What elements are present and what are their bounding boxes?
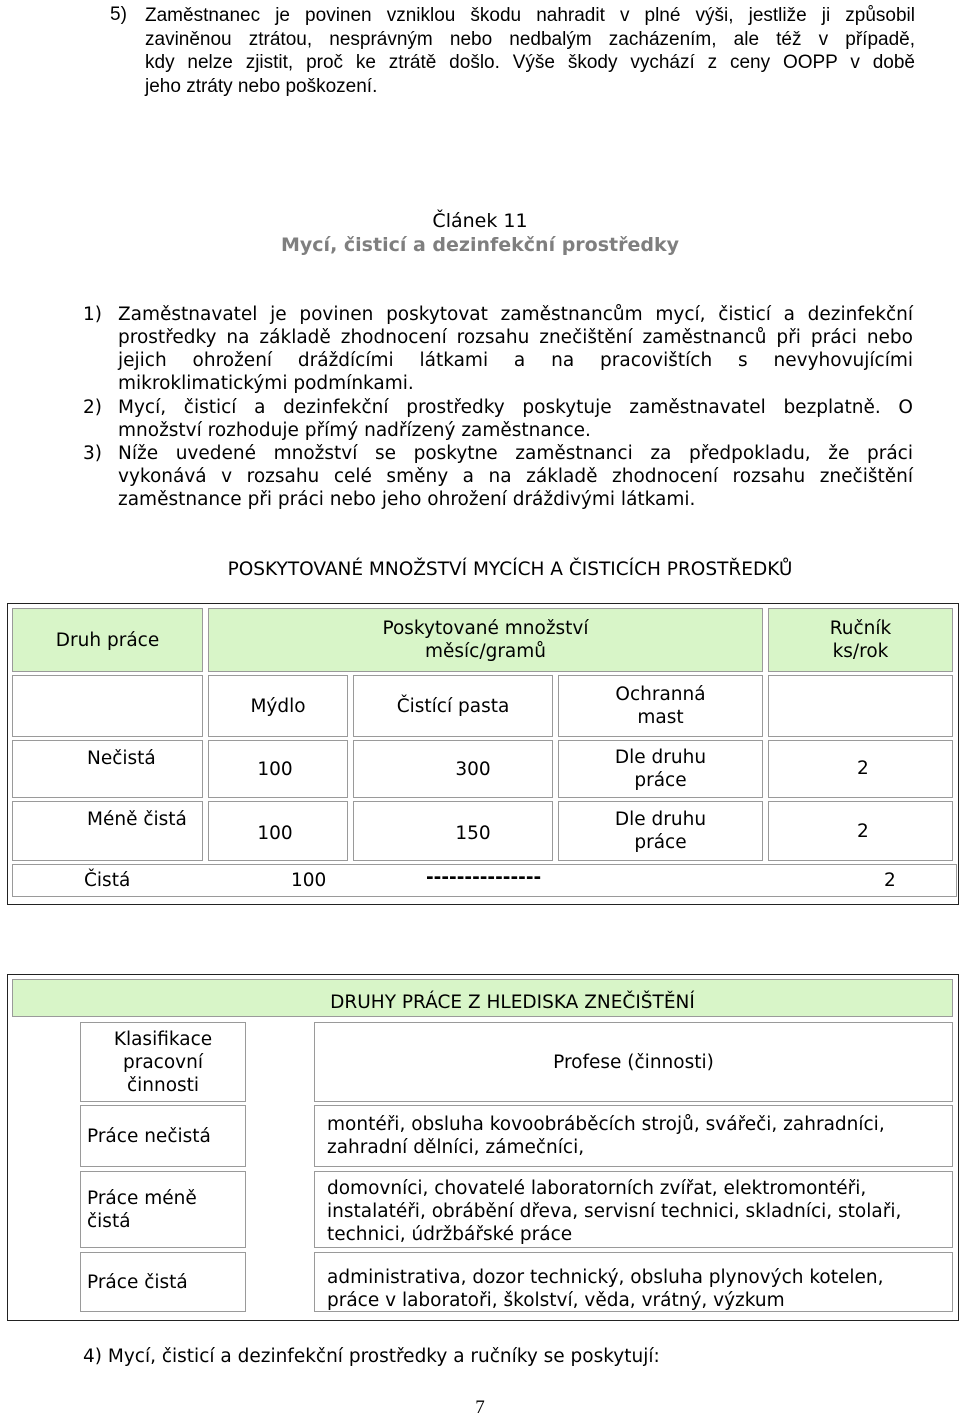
header-line: mast bbox=[637, 707, 684, 728]
work-classification-table bbox=[7, 974, 959, 1321]
header-line: ks/rok bbox=[832, 641, 889, 662]
class-line: Práce čistá bbox=[87, 1271, 188, 1293]
header-line: činnosti bbox=[126, 1074, 200, 1096]
row-rucnik: 2 bbox=[768, 801, 953, 861]
text-line: vykonává v rozsahu celé směny a na základě zhodnocení rozsahu znečištění bbox=[118, 466, 913, 487]
header-line: měsíc/gramů bbox=[424, 641, 547, 662]
cell-line: práce bbox=[634, 770, 687, 791]
text-line: Mycí, čisticí a dezinfekční prostředky poskytuje zaměstnavatel bezplatně. O bbox=[118, 397, 913, 418]
article-subtitle: Mycí, čisticí a dezinfekční prostředky bbox=[281, 234, 679, 256]
class-cell bbox=[80, 1171, 246, 1248]
text-line: zaměstnance při práci nebo jeho ohrožení dráždivými látkami. bbox=[118, 489, 696, 510]
text-line: jeho ztráty nebo poškození. bbox=[145, 75, 378, 97]
profese-line: domovníci, chovatelé laboratorních zvířat, elektromontéři, bbox=[327, 1178, 867, 1199]
text-line: kdy nelze zjistit, proč ke ztrátě došlo. Výše škody vychází z ceny OOPP v době bbox=[145, 52, 915, 73]
profese-line: práce v laboratoři, školství, věda, vrátný, výzkum bbox=[327, 1290, 785, 1311]
class-line: Práce nečistá bbox=[87, 1125, 211, 1147]
row-rucnik: 2 bbox=[768, 740, 953, 798]
row-druh: Méně čistá bbox=[12, 801, 203, 861]
quantities-table bbox=[7, 603, 959, 905]
point-3 bbox=[83, 442, 913, 511]
cell-line: práce bbox=[634, 832, 687, 853]
header-line: Ručník bbox=[829, 618, 892, 639]
header-druh: Druh práce bbox=[12, 608, 203, 672]
row-druh: Čistá bbox=[84, 870, 131, 891]
empty-cell bbox=[12, 675, 203, 737]
row-rucnik: 2 bbox=[884, 870, 896, 891]
header-rucnik bbox=[768, 608, 953, 672]
cell-line: Dle druhu bbox=[614, 809, 707, 830]
item4-text: 4) Mycí, čisticí a dezinfekční prostředky a ručníky se poskytují: bbox=[83, 1346, 660, 1367]
cell-line: Dle druhu bbox=[614, 747, 707, 768]
item5-paragraph bbox=[145, 4, 915, 98]
table2-title: DRUHY PRÁCE Z HLEDISKA ZNEČIŠTĚNÍ bbox=[12, 979, 953, 1017]
subheader-pasta: Čistící pasta bbox=[353, 675, 553, 737]
text-line: Zaměstnavatel je povinen poskytovat zaměstnancům mycí, čisticí a dezinfekční bbox=[118, 304, 913, 325]
class-line: Práce méně bbox=[87, 1187, 197, 1209]
row-pasta: --------------- bbox=[426, 867, 542, 888]
subheader-mydlo: Mýdlo bbox=[208, 675, 348, 737]
row-mast bbox=[558, 740, 763, 798]
text-line: jejich ohrožení dráždícími látkami a na pracovištích s nevyhovujícími bbox=[118, 350, 913, 371]
profese-line: administrativa, dozor technický, obsluha plynových kotelen, bbox=[327, 1267, 884, 1288]
text-line: Níže uvedené množství se poskytne zaměstnanci za předpokladu, že práci bbox=[118, 443, 913, 464]
subheader-mast bbox=[558, 675, 763, 737]
profese-line: montéři, obsluha kovoobráběcích strojů, svářeči, zahradníci, bbox=[327, 1114, 885, 1135]
text-line: prostředky na základě zhodnocení rozsahu znečištění zaměstnanců při práci nebo bbox=[118, 327, 913, 348]
point-1 bbox=[83, 303, 913, 395]
header-line: pracovní bbox=[123, 1051, 203, 1073]
row-pasta: 300 bbox=[353, 740, 553, 798]
text-line: Zaměstnanec je povinen vzniklou škodu nahradit v plné výši, jestliže ji způsobil bbox=[145, 5, 915, 26]
row-mast bbox=[558, 801, 763, 861]
page-number: 7 bbox=[475, 1397, 485, 1418]
header-profese: Profese (činnosti) bbox=[314, 1022, 953, 1102]
text-line: mikroklimatickými podmínkami. bbox=[118, 373, 414, 394]
profese-cell bbox=[314, 1105, 953, 1167]
header-line: Klasifikace bbox=[113, 1028, 213, 1050]
class-line: čistá bbox=[87, 1210, 131, 1232]
point-number: 2) bbox=[83, 397, 102, 418]
class-cell bbox=[80, 1105, 246, 1167]
item-number: 5) bbox=[110, 4, 127, 25]
class-cell bbox=[80, 1252, 246, 1312]
header-line: Poskytované množství bbox=[382, 618, 589, 639]
header-klasifikace bbox=[80, 1022, 246, 1102]
profese-line: technici, údržbářské práce bbox=[327, 1224, 573, 1245]
point-number: 1) bbox=[83, 304, 102, 325]
article-title: Článek 11 bbox=[432, 210, 528, 232]
header-line: Ochranná bbox=[615, 684, 706, 705]
row-druh: Nečistá bbox=[12, 740, 203, 798]
empty-cell bbox=[768, 675, 953, 737]
text-line: zaviněnou ztrátou, nesprávným nebo nedbalým zacházením, ale též v případě, bbox=[145, 28, 915, 50]
row-mydlo: 100 bbox=[208, 740, 348, 798]
profese-line: instalatéři, obrábění dřeva, servisní technici, skladníci, stolaři, bbox=[327, 1201, 902, 1222]
header-mnozstvi bbox=[208, 608, 763, 672]
row-mydlo: 100 bbox=[291, 870, 327, 891]
table1-title: POSKYTOVANÉ MNOŽSTVÍ MYCÍCH A ČISTICÍCH PROSTŘEDKŮ bbox=[227, 559, 793, 580]
row-mydlo: 100 bbox=[208, 801, 348, 861]
profese-cell bbox=[314, 1171, 953, 1248]
point-number: 3) bbox=[83, 443, 102, 464]
profese-cell bbox=[314, 1252, 953, 1312]
text-line: množství rozhoduje přímý nadřízený zaměstnance. bbox=[118, 420, 591, 441]
profese-line: zahradní dělníci, zámečníci, bbox=[327, 1137, 585, 1158]
point-2 bbox=[83, 396, 913, 442]
row-pasta: 150 bbox=[353, 801, 553, 861]
